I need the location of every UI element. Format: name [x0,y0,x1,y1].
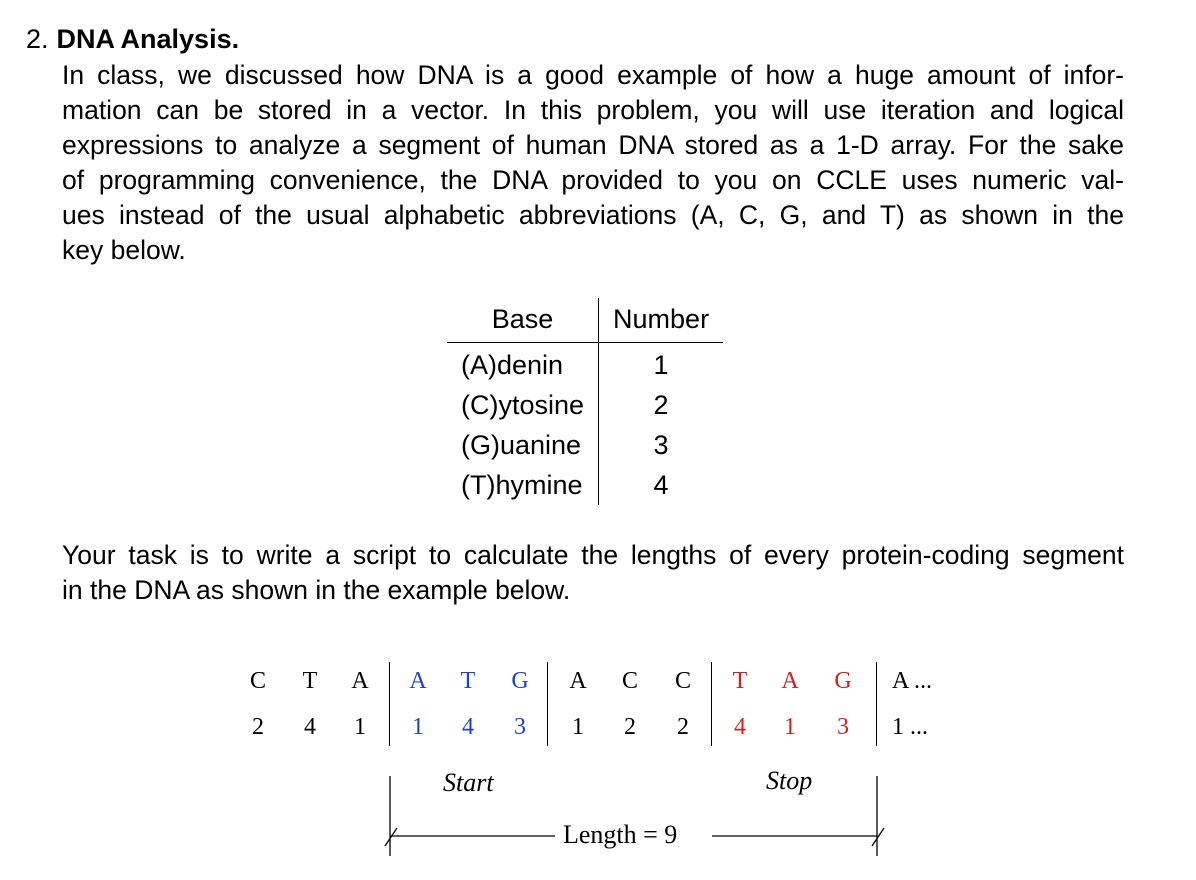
dna-base-letter: G [511,668,529,694]
task-line: Your task is to write a script to calculate the lengths of every protein-coding segment [62,540,1124,570]
dna-base-letter: C [621,668,638,694]
key-header-number: Number [599,298,724,343]
dna-base-letter: A [351,668,369,694]
intro-line: key below. [62,235,186,265]
dna-base-number: 1 ... [892,714,928,740]
dna-base-number: 2 [252,714,264,740]
problem-title: DNA Analysis. [56,24,240,54]
key-base: (A)denin [447,343,599,386]
intro-line: mation can be stored in a vector. In this problem, you will use iteration and logical [62,95,1124,125]
left-arrow-mark [385,828,397,846]
dna-base-letter: A [569,668,587,694]
right-arrow-mark [872,828,884,846]
dna-base-number: 4 [304,714,316,740]
dna-base-number: 1 [572,714,584,740]
length-label: Length = 9 [563,820,678,849]
key-number: 3 [653,430,669,460]
dna-base-letter: C [249,668,266,694]
key-number: 2 [653,390,669,420]
dna-base-letter: T [460,668,476,694]
key-number: 4 [653,470,669,500]
intro-line: ues instead of the usual alphabetic abbreviations (A, C, G, and T) as shown in the [62,200,1124,230]
dna-base-letter: A ... [892,668,933,694]
dna-base-number: 1 [354,714,366,740]
key-base: (C)ytosine [447,385,599,425]
dna-base-letter: A [781,668,799,694]
intro-line: expressions to analyze a segment of human DNA stored as a 1-D array. For the sake [62,130,1124,160]
dna-base-number: 3 [837,714,849,740]
dna-base-letter: C [674,668,691,694]
key-base: (T)hymine [447,465,599,505]
dna-base-letter: A [409,668,427,694]
dna-base-number: 4 [734,714,746,740]
start-label: Start [443,768,494,797]
key-header-base: Base [447,298,599,343]
dna-base-number: 1 [784,714,796,740]
intro-line: of programming convenience, the DNA provided to you on CCLE uses numeric val- [62,165,1124,195]
key-base: (G)uanine [447,425,599,465]
dna-base-number: 1 [412,714,424,740]
intro-line: In class, we discussed how DNA is a good example of how a huge amount of infor- [62,60,1124,90]
dna-base-number: 4 [462,714,474,740]
dna-base-letter: T [732,668,748,694]
dna-base-number: 2 [677,714,689,740]
dna-base-number: 2 [624,714,636,740]
key-number: 1 [653,350,669,380]
dna-base-letter: T [302,668,318,694]
task-line: in the DNA as shown in the example below. [62,575,571,605]
dna-base-letter: G [834,668,852,694]
problem-number: 2. [26,24,49,54]
dna-base-number: 3 [514,714,526,740]
stop-label: Stop [766,766,813,795]
